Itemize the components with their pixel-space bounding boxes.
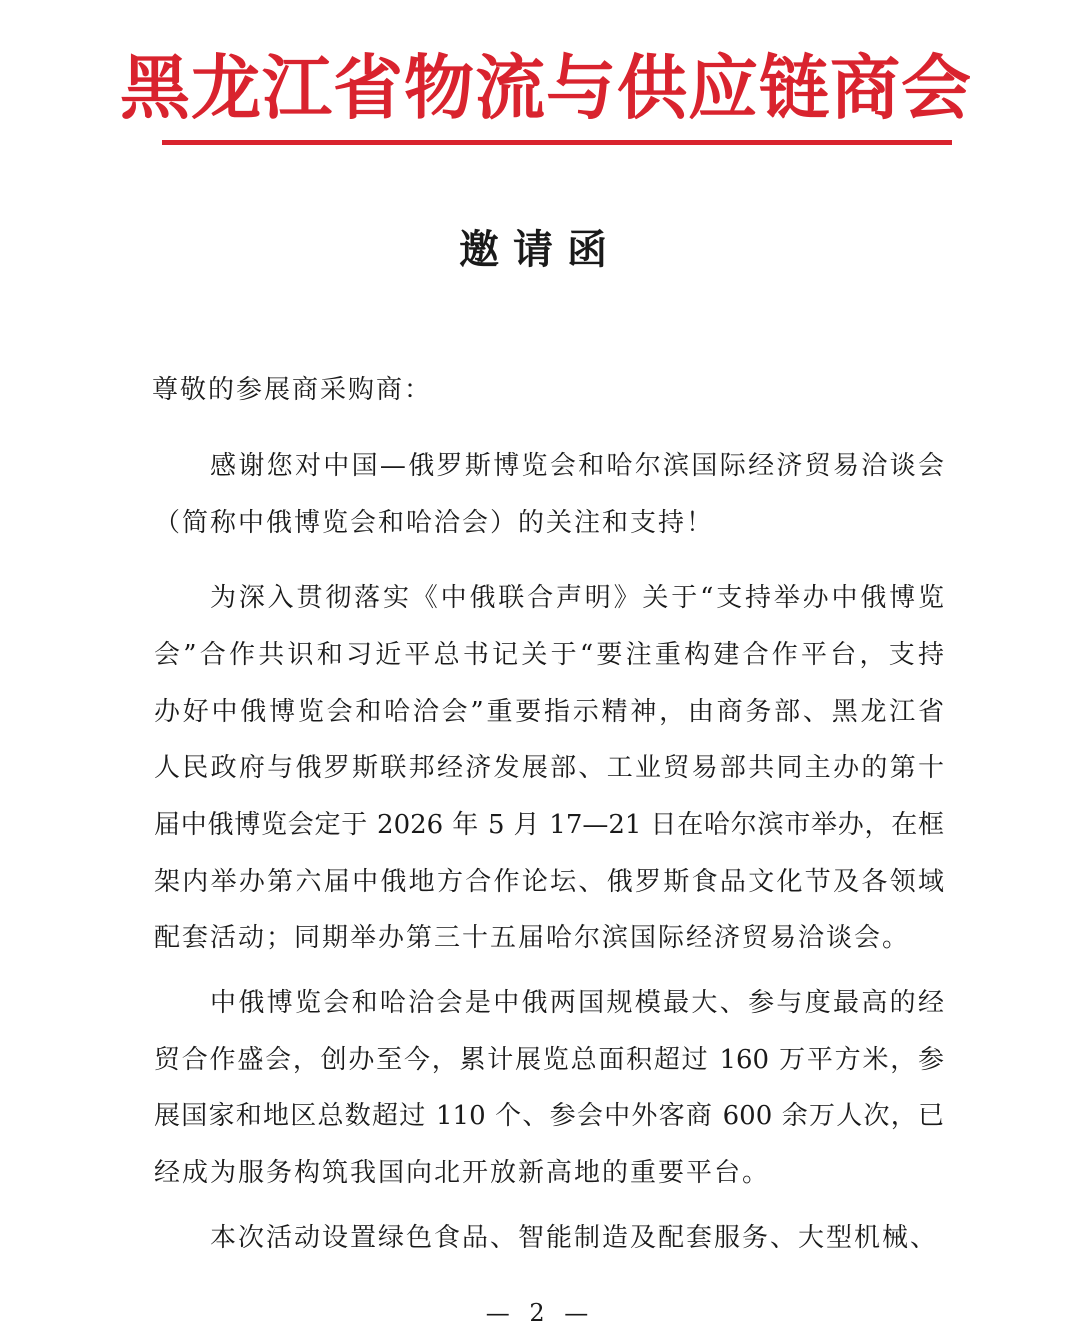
page-number: — 2 —	[485, 1299, 595, 1327]
paragraph-line: 贸合作盛会，创办至今，累计展览总面积超过 160 万平方米，参	[154, 1045, 944, 1075]
paragraph-line: 会”合作共识和习近平总书记关于“要注重构建合作平台，支持	[154, 640, 944, 670]
paragraph-line: 本次活动设置绿色食品、智能制造及配套服务、大型机械、	[210, 1223, 939, 1253]
paragraph-line: 办好中俄博览会和哈洽会”重要指示精神，由商务部、黑龙江省	[154, 697, 944, 727]
letterhead-organization: 黑龙江省物流与供应链商会	[120, 47, 972, 129]
paragraph-line: 配套活动；同期举办第三十五届哈尔滨国际经济贸易洽谈会。	[154, 923, 911, 953]
paragraph-line: 经成为服务构筑我国向北开放新高地的重要平台。	[154, 1158, 771, 1188]
paragraph-line: （简称中俄博览会和哈洽会）的关注和支持！	[154, 508, 715, 538]
paragraph-line: 展国家和地区总数超过 110 个、参会中外客商 600 余万人次，已	[154, 1101, 944, 1131]
document-title: 邀请函	[459, 227, 621, 273]
letterhead-rule	[162, 140, 952, 145]
paragraph-line: 为深入贯彻落实《中俄联合声明》关于“支持举办中俄博览	[210, 583, 944, 613]
paragraph-line: 架内举办第六届中俄地方合作论坛、俄罗斯食品文化节及各领域	[154, 867, 944, 897]
paragraph-line: 中俄博览会和哈洽会是中俄两国规模最大、参与度最高的经	[210, 988, 944, 1018]
paragraph-line: 届中俄博览会定于 2026 年 5 月 17—21 日在哈尔滨市举办，在框	[154, 810, 944, 840]
salutation: 尊敬的参展商采购商：	[152, 375, 433, 405]
paragraph-line: 感谢您对中国—俄罗斯博览会和哈尔滨国际经济贸易洽谈会	[210, 451, 944, 481]
paragraph-line: 人民政府与俄罗斯联邦经济发展部、工业贸易部共同主办的第十	[154, 753, 944, 783]
